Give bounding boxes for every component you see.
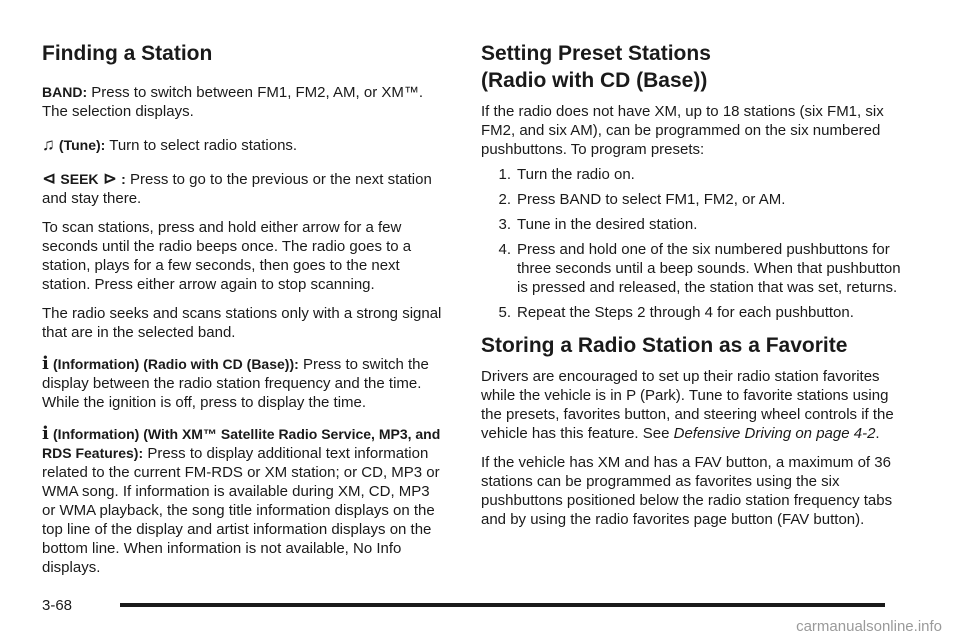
step-text: Repeat the Steps 2 through 4 for each pushbutton. — [517, 304, 854, 321]
seek-scan-paragraph: The radio seeks and scans stations only with a strong signal that are in the selected band. — [42, 305, 442, 341]
step-number: 1. — [498, 166, 511, 183]
list-item — [481, 240, 901, 297]
step-text: Tune in the desired station. — [517, 216, 698, 233]
step-number: 3. — [498, 216, 511, 233]
preset-intro: If the radio does not have XM, up to 18 stations (six FM1, six FM2, and six AM), can be programmed on the six numbered pushbuttons. To program presets: — [481, 103, 884, 158]
list-item — [481, 165, 901, 184]
seek-label: SEEK — [60, 171, 99, 187]
info-xm-label: (Information) (With XM™ Satellite Radio Service, MP3, and RDS Features): — [42, 426, 441, 461]
info-xm-text: Press to display additional text information related to the current FM-RDS or XM station; or CD, MP3 or WMA song. If information is available during XM, CD, MP3 or WMA playback, the song title information displays on the top line of the display and artist information displays on the bottom line. When information is not available, No Info displays. — [42, 445, 440, 576]
info-icon: i — [42, 353, 49, 374]
step-text: Press BAND to select FM1, FM2, or AM. — [517, 191, 786, 208]
info-base-text: Press to switch the display between the radio station frequency and the time. While the ignition is off, press to display the time. — [42, 356, 429, 411]
info-base-paragraph — [42, 354, 442, 412]
music-note-icon: ♫ — [42, 135, 55, 154]
band-label: BAND: — [42, 84, 88, 100]
tune-text: Turn to select radio stations. — [109, 137, 298, 154]
preset-title-line2: (Radio with CD (Base)) — [481, 69, 708, 92]
band-paragraph — [42, 83, 442, 121]
seek-colon: : — [121, 171, 126, 187]
favorite-text: Drivers are encouraged to set up their radio station favorites while the vehicle is in P (Park). Tune to favorite stations using the presets, favorites button, and steering wheel controls if the vehicle has this feature. See — [481, 368, 894, 442]
list-item — [481, 215, 901, 234]
list-item — [481, 190, 901, 209]
preset-title-line1: Setting Preset Stations — [481, 42, 711, 65]
favorite-text-end: . — [875, 425, 880, 442]
section-title-finding-station: Finding a Station — [42, 42, 213, 65]
band-text: Press to switch between FM1, FM2, AM, or XM™. The selection displays. — [42, 84, 424, 120]
section-title-preset-stations — [481, 40, 901, 94]
left-column — [42, 40, 442, 577]
list-item — [481, 303, 901, 322]
step-number: 5. — [498, 304, 511, 321]
right-column — [481, 40, 901, 529]
step-text: Press and hold one of the six numbered pushbuttons for three seconds until a beep sounds. When that pushbutton is pressed and released, the station that was set, returns. — [517, 241, 901, 296]
info-base-label: (Information) (Radio with CD (Base)): — [53, 356, 299, 372]
footer-rule — [120, 603, 885, 607]
section-title-favorite: Storing a Radio Station as a Favorite — [481, 334, 848, 357]
favorite-paragraph — [481, 367, 901, 443]
preset-steps-list — [481, 165, 901, 322]
step-text: Turn the radio on. — [517, 166, 635, 183]
info-xm-paragraph — [42, 424, 442, 577]
xm-favorites-paragraph: If the vehicle has XM and has a FAV button, a maximum of 36 stations can be programmed as favorites using the six pushbuttons positioned below the radio station frequency tabs and by using the radio favorites page button (FAV button). — [481, 454, 893, 528]
page-number: 3-68 — [42, 597, 73, 614]
scan-paragraph: To scan stations, press and hold either arrow for a few seconds until the radio beeps once. The radio goes to a station, plays for a few seconds, then goes to the next station. Press either arrow again to stop scanning. — [42, 219, 412, 293]
seek-text: Press to go to the previous or the next station and stay there. — [42, 171, 432, 207]
watermark: carmanualsonline.info — [796, 618, 942, 635]
seek-back-icon: ⊲ — [42, 169, 57, 188]
tune-label: (Tune): — [58, 137, 106, 153]
defensive-driving-reference: Defensive Driving on page 4-2 — [673, 425, 876, 442]
step-number: 2. — [498, 191, 511, 208]
info-icon: i — [42, 423, 49, 444]
seek-paragraph — [42, 169, 442, 208]
tune-paragraph — [42, 135, 442, 155]
step-number: 4. — [498, 241, 511, 258]
seek-forward-icon: ⊳ — [102, 169, 117, 188]
